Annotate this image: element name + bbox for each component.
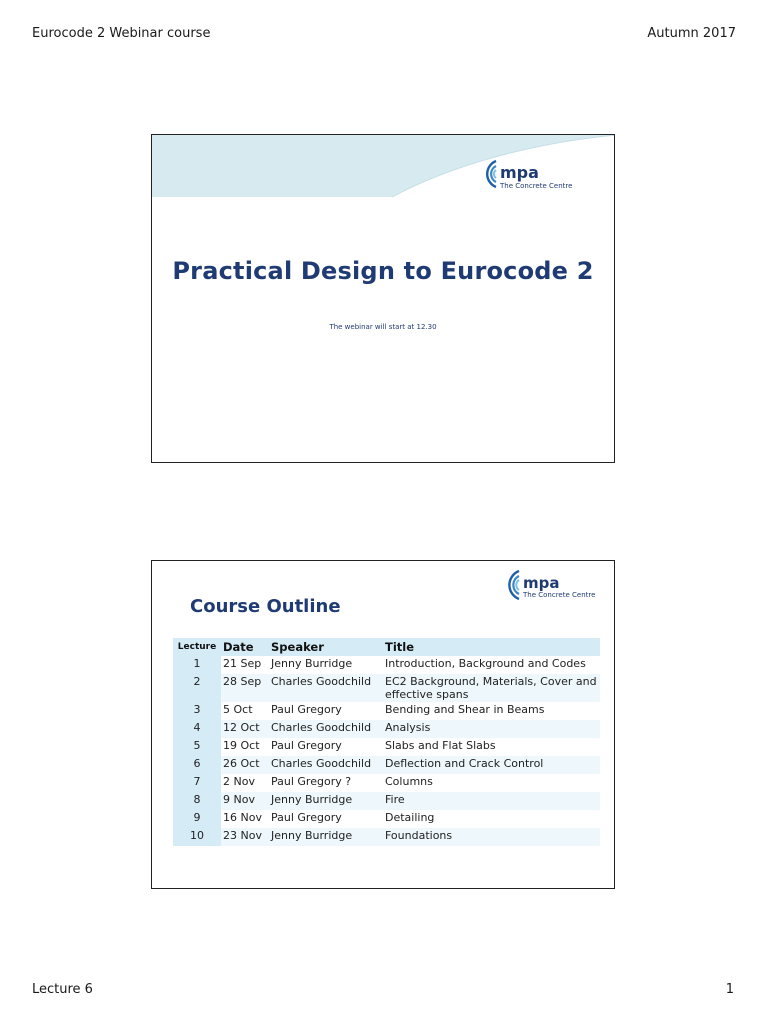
lecture-date: 5 Oct <box>223 703 253 716</box>
lecture-title: Analysis <box>383 720 600 738</box>
logo-subtitle-text: The Concrete Centre <box>523 591 596 599</box>
lecture-speaker: Paul Gregory ? <box>271 775 352 788</box>
lecture-date: 28 Sep <box>221 674 269 702</box>
page-header-term: Autumn 2017 <box>647 26 736 41</box>
slide-title: Practical Design to Eurocode 2 <box>172 257 594 285</box>
column-header-title: Title <box>383 638 600 656</box>
lecture-speaker: Paul Gregory <box>271 703 342 716</box>
table-row <box>173 674 600 702</box>
mpa-arc-logo-icon <box>497 569 523 601</box>
lecture-date: 21 Sep <box>223 657 262 670</box>
lecture-speaker: Charles Goodchild <box>269 674 383 702</box>
slide-subtitle: The webinar will start at 12.30 <box>329 323 437 331</box>
lecture-speaker: Jenny Burridge <box>271 657 353 670</box>
lecture-number: 3 <box>173 702 221 720</box>
lecture-title: Slabs and Flat Slabs <box>385 739 496 752</box>
table-row <box>173 774 600 792</box>
lecture-number: 9 <box>173 810 221 828</box>
logo-brand-text: mpa <box>523 574 560 592</box>
lecture-speaker: Jenny Burridge <box>269 792 383 810</box>
lecture-title: Fire <box>383 792 600 810</box>
lecture-number: 8 <box>173 792 221 810</box>
slide-title: Course Outline <box>190 596 341 617</box>
lecture-speaker: Paul Gregory <box>271 811 342 824</box>
course-schedule-table <box>173 638 600 846</box>
lecture-number: 4 <box>173 720 221 738</box>
lecture-number: 10 <box>173 828 221 846</box>
lecture-title: Introduction, Background and Codes <box>385 657 586 670</box>
lecture-speaker: Jenny Burridge <box>269 828 383 846</box>
table-row <box>173 656 600 674</box>
lecture-number: 5 <box>173 738 221 756</box>
lecture-title: Deflection and Crack Control <box>383 756 600 774</box>
lecture-title: Columns <box>385 775 433 788</box>
lecture-title: EC2 Background, Materials, Cover and effective spans <box>383 674 600 702</box>
lecture-date: 2 Nov <box>223 775 255 788</box>
title-slide <box>151 134 615 463</box>
page-number: 1 <box>725 982 734 997</box>
table-row <box>173 792 600 810</box>
logo-subtitle-text: The Concrete Centre <box>500 182 573 190</box>
lecture-number: 6 <box>173 756 221 774</box>
lecture-date: 26 Oct <box>221 756 269 774</box>
course-outline-slide <box>151 560 615 889</box>
lecture-speaker: Charles Goodchild <box>269 756 383 774</box>
logo-brand-text: mpa <box>500 163 539 182</box>
lecture-title: Foundations <box>383 828 600 846</box>
table-row <box>173 702 600 720</box>
mpa-logo <box>474 159 572 190</box>
lecture-speaker: Charles Goodchild <box>269 720 383 738</box>
lecture-date: 12 Oct <box>221 720 269 738</box>
lecture-title: Bending and Shear in Beams <box>385 703 545 716</box>
column-header-speaker: Speaker <box>269 638 383 656</box>
lecture-number: 1 <box>173 656 221 674</box>
page-footer-lecture: Lecture 6 <box>32 982 93 997</box>
lecture-number: 7 <box>173 774 221 792</box>
table-row <box>173 720 600 738</box>
page-header-course: Eurocode 2 Webinar course <box>32 26 211 41</box>
column-header-lecture: Lecture <box>173 638 221 656</box>
lecture-date: 19 Oct <box>223 739 260 752</box>
table-header-row <box>173 638 600 656</box>
table-row <box>173 756 600 774</box>
table-row <box>173 810 600 828</box>
lecture-speaker: Paul Gregory <box>271 739 342 752</box>
table-row <box>173 738 600 756</box>
lecture-number: 2 <box>173 674 221 702</box>
lecture-date: 23 Nov <box>221 828 269 846</box>
table-row <box>173 828 600 846</box>
column-header-date: Date <box>221 638 269 656</box>
lecture-title: Detailing <box>385 811 435 824</box>
mpa-logo <box>497 569 595 601</box>
lecture-date: 9 Nov <box>221 792 269 810</box>
mpa-arc-logo-icon <box>474 159 500 189</box>
lecture-date: 16 Nov <box>223 811 262 824</box>
